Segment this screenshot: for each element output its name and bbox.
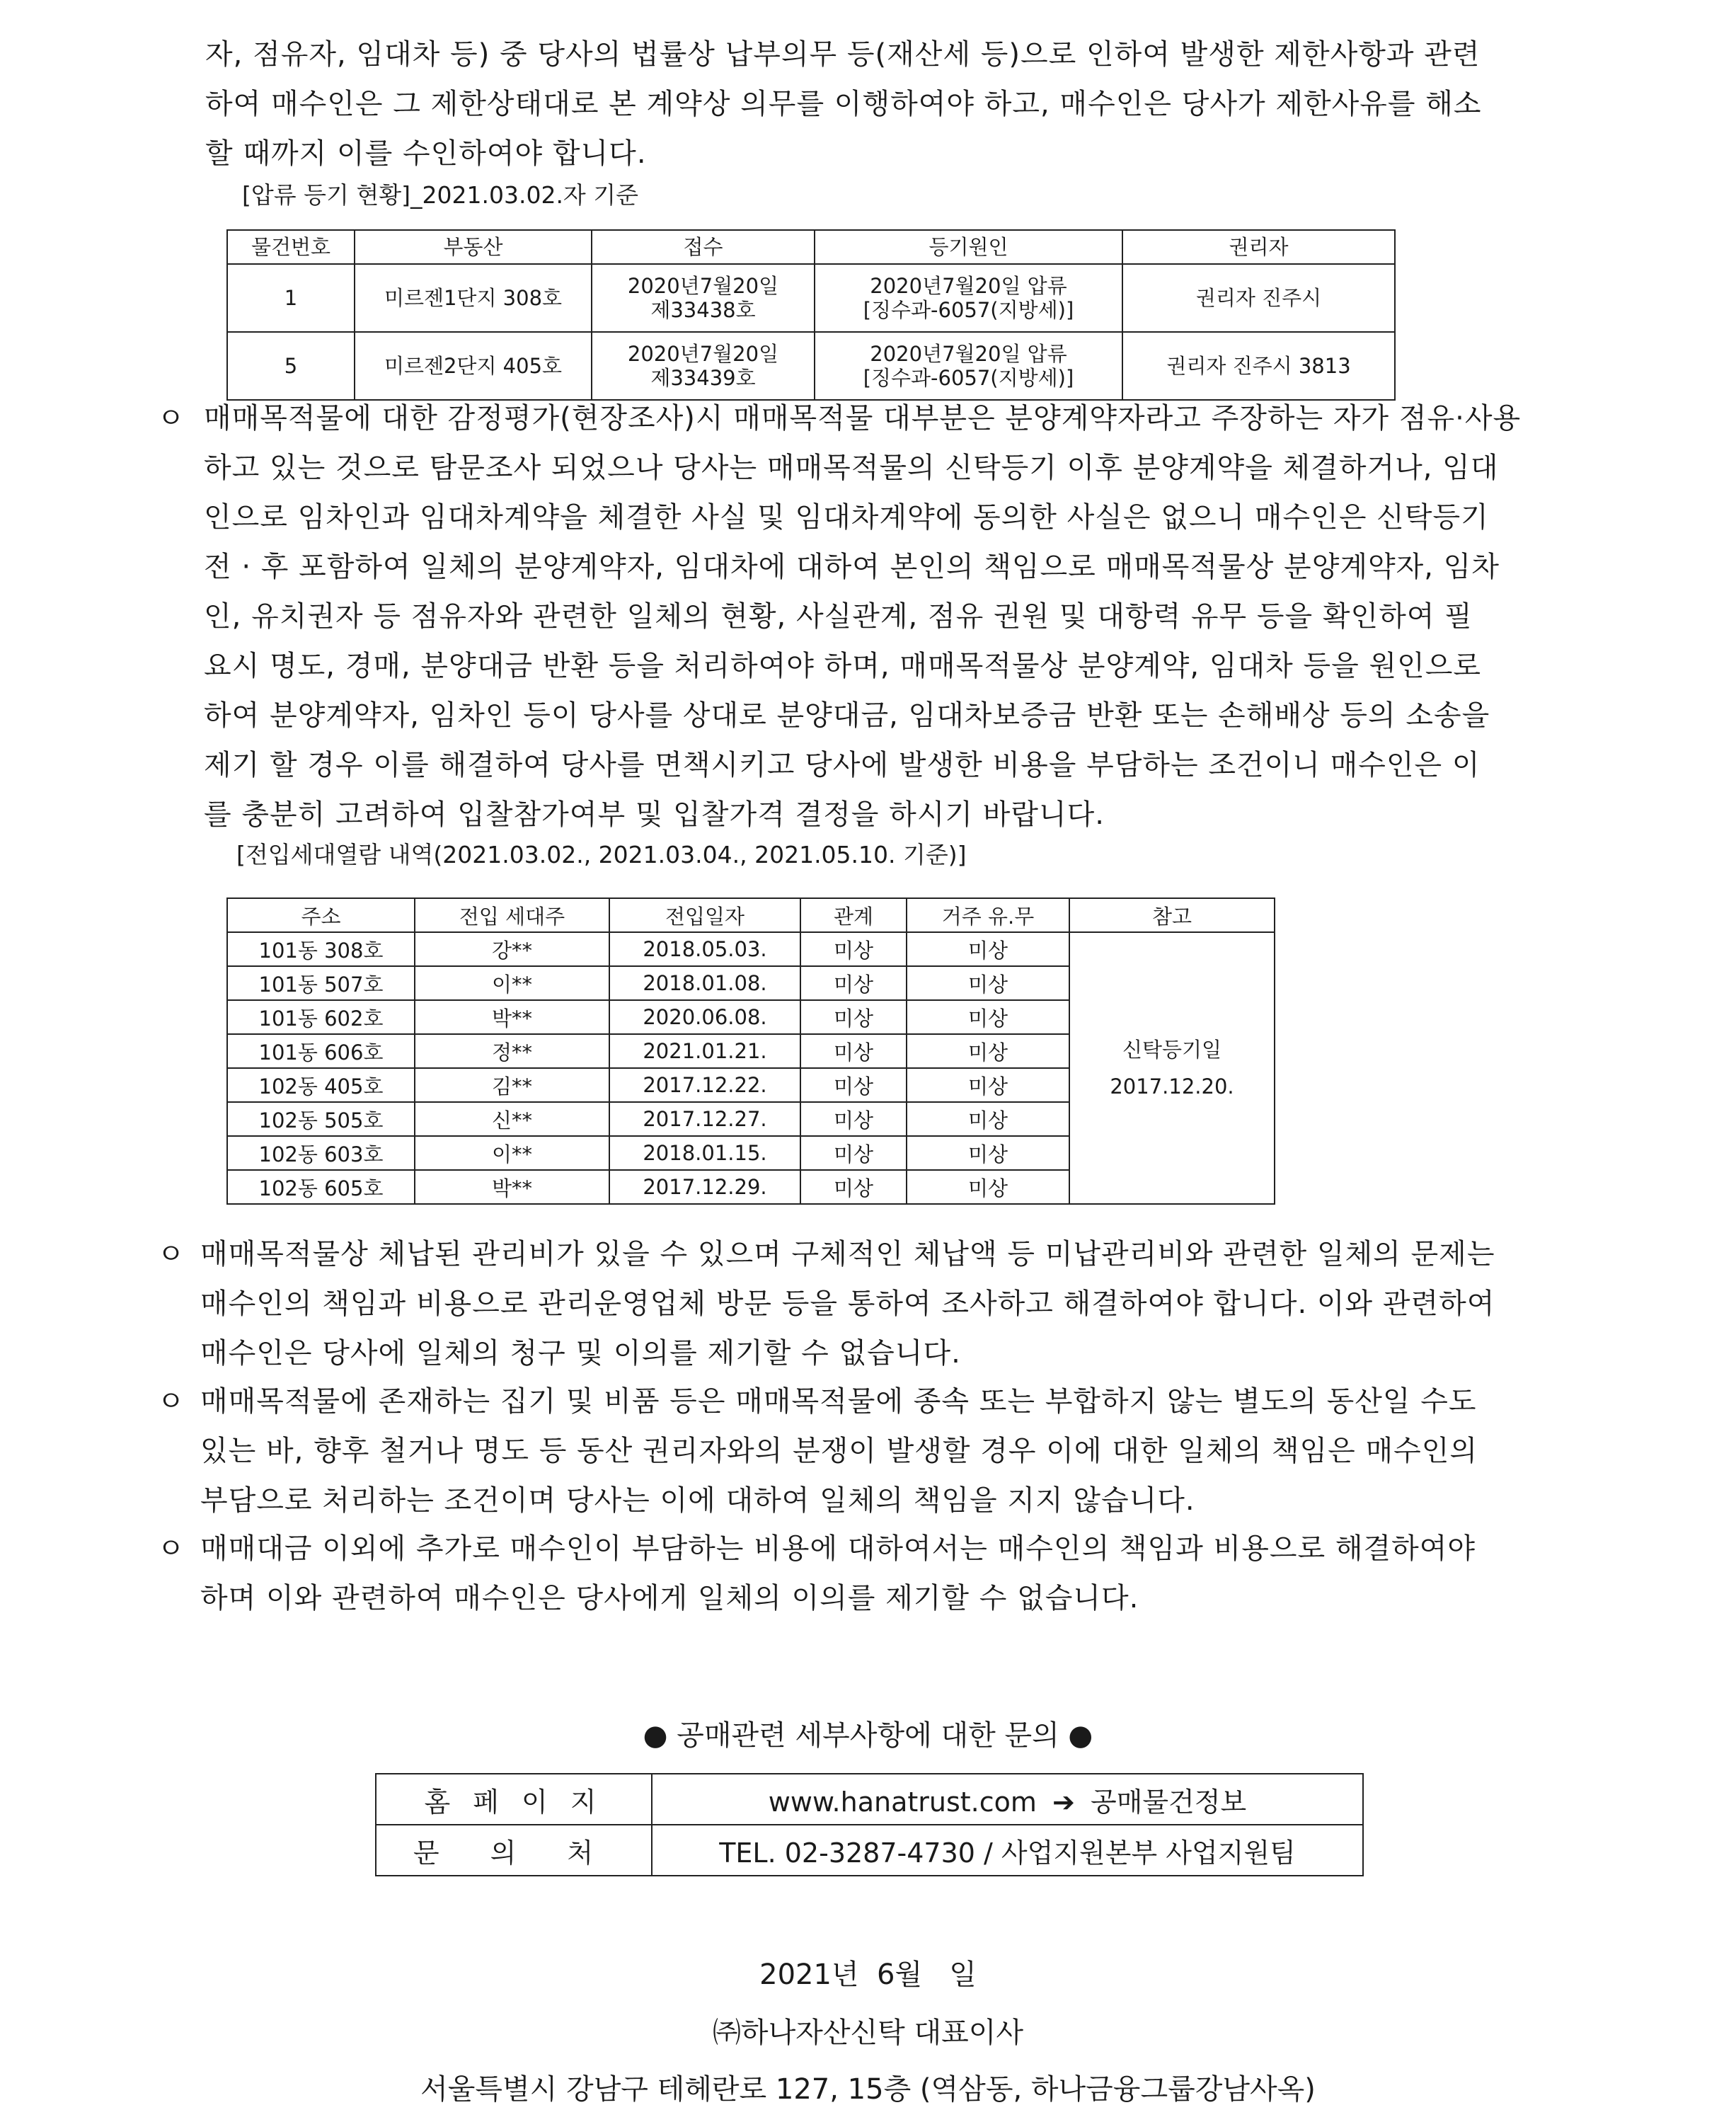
table-cell: 미상 [800, 1034, 907, 1068]
table-cell: 2017.12.22. [609, 1068, 800, 1102]
table-cell: 2021.01.21. [609, 1034, 800, 1068]
table-cell: 101동 308호 [227, 932, 415, 966]
homepage-destination: 공매물건정보 [1090, 1786, 1247, 1818]
col-header: 전입 세대주 [415, 898, 609, 932]
table-cell: 1 [227, 264, 355, 332]
col-header: 관계 [800, 898, 907, 932]
text-line: 제기 할 경우 이를 해결하여 당사를 면책시키고 당사에 발생한 비용을 부담하는 조건이니 매수인은 이 [204, 749, 1481, 781]
table-cell: 101동 602호 [227, 1000, 415, 1034]
text-line: 매수인의 책임과 비용으로 관리운영업체 방문 등을 통하여 조사하고 해결하여야 합니다. 이와 관련하여 [200, 1287, 1495, 1320]
table-cell: 권리자 진주시 [1122, 264, 1395, 332]
table-cell [592, 332, 815, 400]
cell-line: 2017.12.20. [1110, 1074, 1234, 1099]
table-cell: 2020.06.08. [609, 1000, 800, 1034]
cell-line: [징수과-6057(지방세)] [863, 298, 1074, 322]
cell-line: 제33439호 [650, 366, 756, 390]
text-line: 요시 명도, 경매, 분양대금 반환 등을 처리하여야 하며, 매매목적물상 분양계약, 임대차 등을 원인으로 [204, 650, 1482, 682]
intro-paragraph [205, 30, 1564, 178]
homepage-link[interactable]: www.hanatrust.com [768, 1786, 1037, 1818]
table-cell [815, 332, 1122, 400]
table-cell: 미상 [907, 966, 1069, 1000]
table-cell: 박** [415, 1170, 609, 1204]
text-line: 자, 점유자, 임대차 등) 중 당사의 법률상 납부의무 등(재산세 등)으로 인하여 발생한 제한사항과 관련 [205, 38, 1481, 71]
table-cell: 미상 [907, 1000, 1069, 1034]
bullet-marker: ㅇ [157, 1385, 185, 1418]
table-cell: 미상 [907, 1068, 1069, 1102]
text-line: 부담으로 처리하는 조건이며 당사는 이에 대하여 일체의 책임을 지지 않습니다. [200, 1484, 1195, 1517]
table-cell: 5 [227, 332, 355, 400]
table-cell: 2018.01.15. [609, 1136, 800, 1170]
text-line: 매매목적물에 대한 감정평가(현장조사)시 매매목적물 대부분은 분양계약자라고 주장하는 자가 점유·사용 [204, 402, 1522, 435]
text-line: 하여 분양계약자, 임차인 등이 당사를 상대로 분양대금, 임대차보증금 반환 또는 손해배상 등의 소송을 [204, 699, 1490, 732]
table-cell: 신** [415, 1102, 609, 1136]
fees-paragraph [200, 1229, 1616, 1378]
table-cell: 미르젠2단지 405호 [355, 332, 592, 400]
text-line: 매수인은 당사에 일체의 청구 및 이의를 제기할 수 없습니다. [200, 1337, 961, 1370]
cell-line: 2020년7월20일 압류 [870, 342, 1067, 366]
document-date: 2021년 6월 일 [759, 1958, 977, 1991]
residents-table [226, 897, 1275, 1205]
table-cell: 미상 [907, 1034, 1069, 1068]
table-cell: 김** [415, 1068, 609, 1102]
contact-value: TEL. 02-3287-4730 / 사업지원본부 사업지원팀 [652, 1825, 1363, 1876]
text-line: 매매목적물상 체납된 관리비가 있을 수 있으며 구체적인 체납액 등 미납관리비와 관련한 일체의 문제는 [200, 1238, 1495, 1271]
cell-line: 2020년7월20일 [627, 274, 779, 298]
table-cell: 미상 [800, 1170, 907, 1204]
text-line: 있는 바, 향후 철거나 명도 등 동산 권리자와의 분쟁이 발생할 경우 이에 대한 일체의 책임은 매수인의 [200, 1435, 1478, 1467]
text-line: 하여 매수인은 그 제한상태대로 본 계약상 의무를 이행하여야 하고, 매수인은 당사가 제한사유를 해소 [205, 88, 1482, 120]
col-header: 접수 [592, 230, 815, 264]
seizure-caption: [압류 등기 현황]_2021.03.02.자 기준 [242, 181, 639, 209]
table-row [227, 264, 1395, 332]
text-line: 인으로 임차인과 임대차계약을 체결한 사실 및 임대차계약에 동의한 사실은 없으니 매수인은 신탁등기 [204, 501, 1489, 534]
bullet-marker: ㅇ [157, 402, 185, 435]
col-header: 전입일자 [609, 898, 800, 932]
table-cell: 미상 [800, 966, 907, 1000]
residents-caption: [전입세대열람 내역(2021.03.02., 2021.03.04., 2021.05.10. 기준)] [236, 841, 967, 868]
text-line: 하며 이와 관련하여 매수인은 당사에게 일체의 이의를 제기할 수 없습니다. [200, 1582, 1139, 1615]
arrow-right-icon: ➔ [1052, 1786, 1075, 1818]
table-row [227, 332, 1395, 400]
table-cell: 101동 606호 [227, 1034, 415, 1068]
costs-paragraph [200, 1524, 1616, 1623]
table-cell: 박** [415, 1000, 609, 1034]
cell-line: 신탁등기일 [1122, 1038, 1222, 1062]
bullet-marker: ㅇ [157, 1238, 185, 1271]
company-address: 서울특별시 강남구 테헤란로 127, 15층 (역삼동, 하나금융그룹강남사옥) [420, 2073, 1316, 2106]
table-row [227, 932, 1275, 966]
col-header: 물건번호 [227, 230, 355, 264]
cell-line: [징수과-6057(지방세)] [863, 366, 1074, 390]
table-row [376, 1825, 1363, 1876]
text-line: 할 때까지 이를 수인하여야 합니다. [205, 137, 647, 170]
homepage-cell [652, 1774, 1363, 1825]
cell-line: 2020년7월20일 [627, 342, 779, 366]
table-cell: 102동 505호 [227, 1102, 415, 1136]
table-cell: 미상 [800, 1000, 907, 1034]
col-header: 등기원인 [815, 230, 1122, 264]
table-cell: 미상 [907, 1102, 1069, 1136]
table-cell: 권리자 진주시 3813 [1122, 332, 1395, 400]
text-line: 인, 유치권자 등 점유자와 관련한 일체의 현황, 사실관계, 점유 권원 및 대항력 유무 등을 확인하여 필 [204, 600, 1473, 633]
text-line: 매매대금 이외에 추가로 매수인이 부담하는 비용에 대하여서는 매수인의 책임과 비용으로 해결하여야 [200, 1532, 1476, 1565]
table-cell: 2018.05.03. [609, 932, 800, 966]
inquiry-table [375, 1773, 1364, 1876]
col-header: 참고 [1069, 898, 1275, 932]
col-header: 거주 유.무 [907, 898, 1069, 932]
company-name: ㈜하나자산신탁 대표이사 [712, 2017, 1024, 2049]
trust-note-cell [1069, 932, 1275, 1204]
table-cell: 강** [415, 932, 609, 966]
table-cell: 102동 405호 [227, 1068, 415, 1102]
table-cell: 미상 [800, 1136, 907, 1170]
bullet-marker: ㅇ [157, 1532, 185, 1565]
text-line: 매매목적물에 존재하는 집기 및 비품 등은 매매목적물에 종속 또는 부합하지 않는 별도의 동산일 수도 [200, 1385, 1477, 1418]
seizure-table [226, 229, 1396, 401]
table-cell: 2017.12.27. [609, 1102, 800, 1136]
text-line: 를 충분히 고려하여 입찰참가여부 및 입찰가격 결정을 하시기 바랍니다. [204, 798, 1105, 831]
cell-line: 제33438호 [650, 298, 756, 322]
table-header-row [227, 898, 1275, 932]
table-cell: 정** [415, 1034, 609, 1068]
table-cell: 미르젠1단지 308호 [355, 264, 592, 332]
table-cell: 이** [415, 966, 609, 1000]
col-header: 주소 [227, 898, 415, 932]
table-row [376, 1774, 1363, 1825]
inquiry-title: ● 공매관련 세부사항에 대한 문의 ● [643, 1719, 1093, 1752]
table-cell: 미상 [800, 932, 907, 966]
table-cell: 미상 [800, 1102, 907, 1136]
homepage-label: 홈 페 이 지 [376, 1774, 652, 1825]
occupancy-paragraph [204, 394, 1616, 839]
table-cell: 미상 [907, 932, 1069, 966]
table-cell: 미상 [800, 1068, 907, 1102]
table-cell: 2018.01.08. [609, 966, 800, 1000]
contact-label: 문 의 처 [376, 1825, 652, 1876]
col-header: 권리자 [1122, 230, 1395, 264]
table-cell: 102동 603호 [227, 1136, 415, 1170]
table-cell: 2017.12.29. [609, 1170, 800, 1204]
table-cell: 101동 507호 [227, 966, 415, 1000]
text-line: 전 · 후 포함하여 일체의 분양계약자, 임대차에 대하여 본인의 책임으로 매매목적물상 분양계약자, 임차 [204, 551, 1500, 583]
table-cell [815, 264, 1122, 332]
table-header-row [227, 230, 1395, 264]
col-header: 부동산 [355, 230, 592, 264]
table-cell: 이** [415, 1136, 609, 1170]
text-line: 하고 있는 것으로 탐문조사 되었으나 당사는 매매목적물의 신탁등기 이후 분양계약을 체결하거나, 임대 [204, 452, 1499, 484]
fixtures-paragraph [200, 1377, 1616, 1525]
cell-line: 2020년7월20일 압류 [870, 274, 1067, 298]
table-cell: 미상 [907, 1136, 1069, 1170]
table-cell [592, 264, 815, 332]
table-cell: 미상 [907, 1170, 1069, 1204]
table-cell: 102동 605호 [227, 1170, 415, 1204]
